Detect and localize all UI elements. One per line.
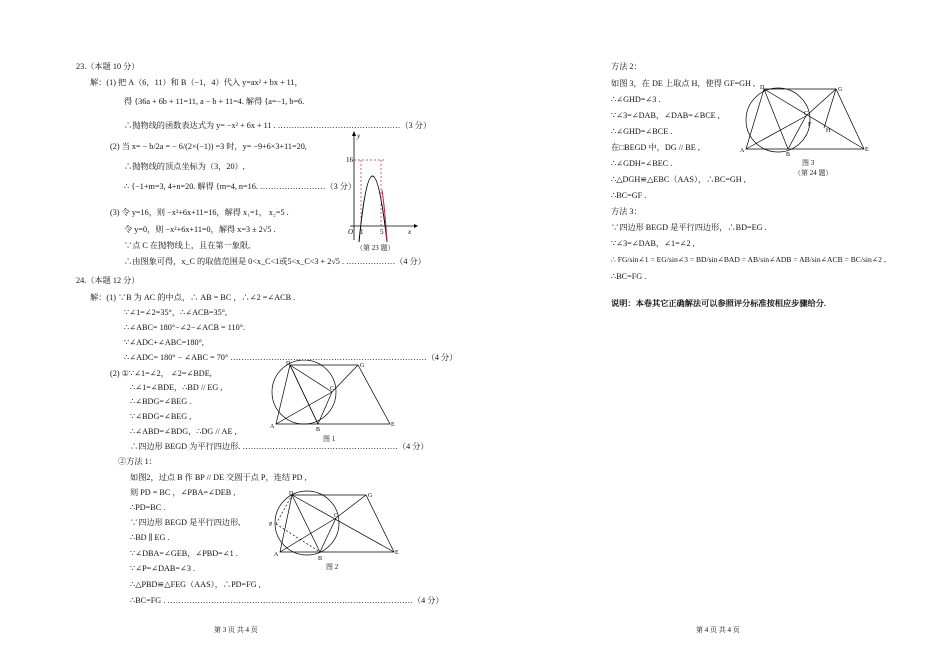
svg-text:D: D xyxy=(760,85,765,91)
svg-text:C: C xyxy=(334,513,339,519)
q24-step9: ∵∠BDG=∠BEG , xyxy=(130,412,192,421)
svg-text:D: D xyxy=(289,491,294,497)
m2-step3: ∵∠3=∠DAB，∠DAB=∠BCE , xyxy=(611,111,720,120)
m3-title: 方法 3： xyxy=(611,207,642,216)
svg-text:16: 16 xyxy=(346,156,353,164)
q24-step16: ∵四边形 BEGD 是平行四边形, xyxy=(130,518,241,527)
fig3-sub-caption: （第 24 题） xyxy=(794,169,833,177)
q24-step3: ∴∠ABC= 180°−∠2−∠ACB = 110°. xyxy=(124,323,246,332)
svg-text:D: D xyxy=(286,361,291,367)
svg-text:A: A xyxy=(270,424,275,430)
svg-text:A: A xyxy=(740,148,745,154)
figure-2 xyxy=(262,490,402,562)
m2-step6: ∴∠GDH=∠BEC . xyxy=(611,159,673,168)
svg-text:B: B xyxy=(316,427,321,432)
svg-text:G: G xyxy=(368,493,373,499)
q24-step4: ∵∠ADC+∠ABC=180°, xyxy=(124,338,204,347)
q23-step8: 令 y=0，则 −x²+6x+11=0，解得 x=3 ± 2√5 . xyxy=(124,225,276,234)
m2-step8: ∴BC=GF . xyxy=(611,191,647,200)
svg-text:E: E xyxy=(865,147,869,153)
q23-step9: ∵点 C 在抛物线上，且在第一象限, xyxy=(124,241,251,250)
svg-text:C: C xyxy=(330,386,335,392)
q24-title: 24.（本题 12 分） xyxy=(76,276,140,285)
q24-step12: ②方法 1： xyxy=(118,457,157,466)
parabola-figure xyxy=(338,130,418,250)
q24-step8: ∴∠BDG=∠BEG . xyxy=(130,397,192,406)
svg-text:x: x xyxy=(408,228,412,236)
m2-step1: 如图 3，在 DE 上取点 H，使得 GF=GH , xyxy=(611,79,756,88)
q23-step5: ∴抛物线的顶点坐标为（3，20）, xyxy=(124,162,245,171)
q24-step7: ∴∠1=∠BDE，∴BD // EG , xyxy=(130,383,223,392)
q23-step3: ∴抛物线的函数表达式为 y= −x² + 6x + 11 . ………………………………………（3 分） xyxy=(124,121,432,130)
svg-text:G: G xyxy=(838,87,843,93)
svg-text:P: P xyxy=(269,522,273,528)
right-page-footer: 第 4 页 共 4 页 xyxy=(696,626,740,634)
svg-text:y: y xyxy=(357,132,361,140)
m2-title: 方法 2： xyxy=(611,62,642,71)
svg-text:G: G xyxy=(360,363,365,369)
fig23-caption: （第 23 题） xyxy=(356,244,395,252)
svg-text:E: E xyxy=(395,550,399,556)
svg-text:1: 1 xyxy=(360,228,364,236)
fig2-caption: 图 2 xyxy=(326,563,339,571)
svg-text:B: B xyxy=(318,556,323,562)
m3-step4: ∴BC=FG . xyxy=(611,272,647,281)
q24-step14: 则 PD = BC ，∠PBA=∠DEB , xyxy=(130,488,236,497)
svg-text:E: E xyxy=(391,422,395,428)
q24-step17: ∴BD ∥ EG . xyxy=(130,533,170,542)
q23-step6: ∴ {−1+m=3, 4+n=20. 解得 {m=4, n=16. ……………………（3 分） xyxy=(124,182,357,191)
q24-step10: ∴∠ABD=∠BDG，∴DG // AE , xyxy=(130,427,237,436)
svg-text:5: 5 xyxy=(380,228,384,236)
q23-step10: ∴由图象可得，x_C 的取值范围是 0<x_C<1或5<x_C<3 + 2√5 . ………………（4 分） xyxy=(124,257,426,266)
svg-text:A: A xyxy=(274,552,279,558)
q24-step18: ∵∠DBA=∠GEB，∠PBD=∠1 . xyxy=(130,549,238,558)
fig3-caption: 图 3 xyxy=(802,159,815,167)
svg-text:F: F xyxy=(808,122,812,128)
figure-3 xyxy=(738,84,870,156)
q24-step15: ∴PD=BC . xyxy=(130,503,166,512)
svg-text:O: O xyxy=(348,228,354,236)
m3-step2: ∵∠3=∠DAB，∠1=∠2 , xyxy=(611,239,695,248)
q24-step21: ∴BC=FG . ………………………………………………………………………………（4 分） xyxy=(130,596,444,605)
m2-step7: ∴△DGH≌△EBC（AAS），∴BC=GH , xyxy=(611,175,746,184)
q24-step11: ∴四边形 BEGD 为平行四边形. …………………………………………………（4 分） xyxy=(130,442,429,451)
q24-step13: 如图2，过点 B 作 BP // DE 交圆于点 P，连结 PD , xyxy=(130,473,307,482)
q23-step4: (2) 当 x= − b/2a = − 6/(2×(−1)) =3 时，y= −9+6×3+11=20, xyxy=(110,142,307,151)
q24-step19: ∵∠P=∠DAB=∠3 . xyxy=(130,564,196,573)
q23-step2: 得 {36a + 6b + 11=11, a − b + 11=4. 解得 {a=−1, b=6. xyxy=(124,97,305,106)
svg-text:B: B xyxy=(786,152,791,156)
left-page-footer: 第 3 页 共 4 页 xyxy=(214,626,258,634)
m2-step2: ∴∠GHD=∠3 . xyxy=(611,95,661,104)
q24-step6: (2) ①∵∠1=∠2， ∠2=∠BDE, xyxy=(110,369,212,378)
q24-step20: ∴△PBD≌△FEG（AAS），∴PD=FG , xyxy=(130,580,261,589)
q24-step5: ∴∠ADC= 180° − ∠ABC = 70° ………………………………………………………………（4 分） xyxy=(124,353,458,362)
svg-text:H: H xyxy=(826,128,831,134)
q23-step1: 解：(1) 把 A（6，11）和 B（−1，4）代入 y=ax² + bx + 11， xyxy=(90,78,303,87)
m3-step1: ∵四边形 BEGD 是平行四边形，∴BD=EG . xyxy=(611,223,767,232)
m2-step5: 在□BEGD 中，DG // BE , xyxy=(611,143,700,152)
figure-1 xyxy=(262,360,397,432)
fig1-caption: 图 1 xyxy=(323,435,336,443)
q23-title: 23.（本题 10 分） xyxy=(76,62,140,71)
q24-step2: ∵∠1=∠2=35°，∴∠ACB=35°, xyxy=(124,308,228,317)
q24-step1: 解：(1) ∵B 为 AC 的中点，∴ AB = BC ，∴∠2 =∠ACB . xyxy=(90,293,296,302)
m2-step4: ∴∠GHD=∠BCE . xyxy=(611,127,673,136)
q23-step7: (3) 令 y=16，则 −x²+6x+11=16，解得 x₁=1， x₂=5 . xyxy=(110,208,289,217)
scoring-note: 说明：本卷其它正确解法可以参照评分标准按相应步骤给分. xyxy=(611,299,826,308)
svg-text:C: C xyxy=(804,111,809,117)
m3-step3: ∴ FG/sin∠1 = EG/sin∠3 = BD/sin∠BAD = AB/sin∠ADB = AB/sin∠ACB = BC/sin∠2 , xyxy=(611,255,886,264)
